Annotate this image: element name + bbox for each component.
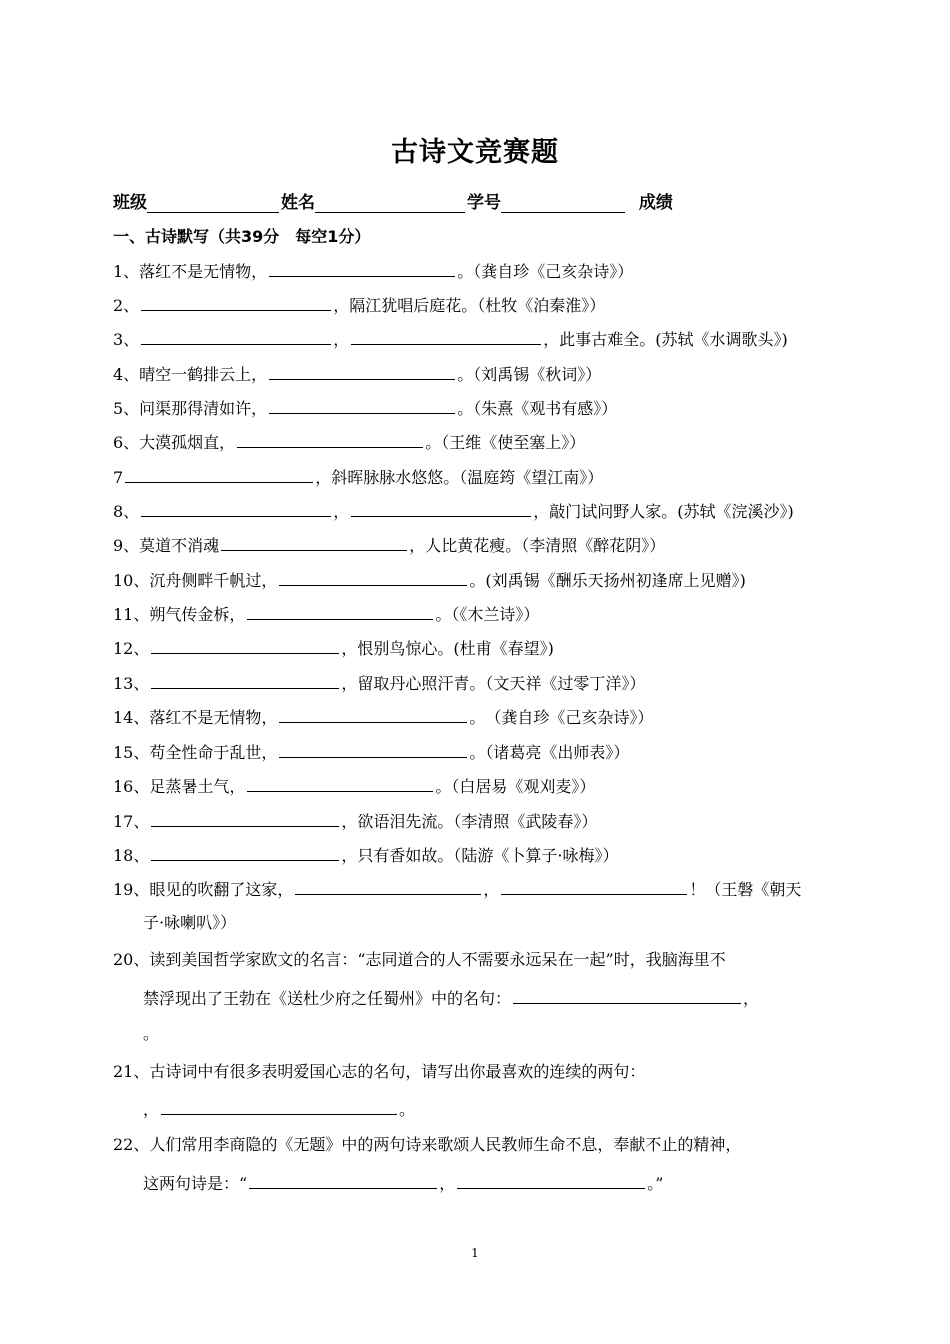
- answer-blank[interactable]: [279, 704, 467, 723]
- question-9: 9、莫道不消魂 ，人比黄花瘦。（李清照《醉花阴》）: [113, 532, 665, 558]
- answer-blank[interactable]: [269, 258, 455, 277]
- answer-blank[interactable]: [247, 773, 433, 792]
- answer-blank[interactable]: [501, 876, 687, 895]
- answer-blank[interactable]: [269, 395, 455, 414]
- question-19: 19、眼见的吹翻了这家， ， ！（王磐《朝天: [113, 876, 801, 902]
- question-22-line-2: 这两句诗是：“ ， 。”: [143, 1170, 663, 1196]
- id-blank[interactable]: [501, 194, 625, 213]
- name-blank[interactable]: [315, 194, 465, 213]
- score-label: 成绩: [638, 193, 673, 213]
- answer-blank[interactable]: [141, 498, 331, 517]
- question-21-line-2: ， 。: [143, 1096, 415, 1122]
- question-14: 14、落红不是无情物， 。 （龚自珍《己亥杂诗》）: [113, 704, 653, 730]
- answer-blank[interactable]: [279, 567, 467, 586]
- page-number: 1: [471, 1246, 479, 1260]
- id-label: 学号: [467, 193, 501, 213]
- question-8: 8、 ， ，敲门试问野人家。(苏轼《浣溪沙》): [113, 498, 794, 524]
- question-10: 10、沉舟侧畔千帆过， 。(刘禹锡《酬乐天扬州初逢席上见赠》): [113, 567, 746, 593]
- answer-blank[interactable]: [457, 1170, 645, 1189]
- page-title: 古诗文竞赛题: [391, 137, 559, 168]
- answer-blank[interactable]: [161, 1096, 397, 1115]
- question-20: 20、读到美国哲学家欧文的名言：“志同道合的人不需要永远呆在一起”时，我脑海里不: [113, 950, 726, 969]
- answer-blank[interactable]: [141, 292, 331, 311]
- answer-blank[interactable]: [151, 670, 339, 689]
- answer-blank[interactable]: [295, 876, 481, 895]
- answer-blank[interactable]: [351, 326, 541, 345]
- question-20-line-2: 禁浮现出了王勃在《送杜少府之任蜀州》中的名句： ，: [143, 985, 759, 1011]
- answer-blank[interactable]: [151, 635, 339, 654]
- question-5: 5、问渠那得清如许， 。（朱熹《观书有感》）: [113, 395, 617, 421]
- answer-blank[interactable]: [125, 464, 313, 483]
- answer-blank[interactable]: [269, 361, 455, 380]
- name-label: 姓名: [281, 193, 315, 213]
- class-blank[interactable]: [147, 194, 279, 213]
- answer-blank[interactable]: [151, 808, 339, 827]
- question-19-continued: 子·咏喇叭》）: [143, 913, 237, 932]
- question-18: 18、 ，只有香如故。（陆游《卜算子·咏梅》）: [113, 842, 618, 868]
- answer-blank[interactable]: [279, 739, 467, 758]
- question-20-line-3: 。: [143, 1024, 160, 1043]
- question-12: 12、 ，恨别鸟惊心。(杜甫《春望》): [113, 635, 554, 661]
- question-15: 15、苟全性命于乱世， 。（诸葛亮《出师表》）: [113, 739, 629, 765]
- answer-blank[interactable]: [351, 498, 531, 517]
- question-13: 13、 ，留取丹心照汗青。（文天祥《过零丁洋》）: [113, 670, 645, 696]
- question-7: 7 ，斜晖脉脉水悠悠。（温庭筠《望江南》）: [113, 464, 603, 490]
- question-3: 3、 ， ，此事古难全。(苏轼《水调歌头》): [113, 326, 788, 352]
- question-4: 4、晴空一鹤排云上， 。（刘禹锡《秋词》）: [113, 361, 601, 387]
- question-11: 11、朔气传金柝， 。（《木兰诗》）: [113, 601, 539, 627]
- answer-blank[interactable]: [221, 532, 407, 551]
- question-1: 1、落红不是无情物， 。（龚自珍《己亥杂诗》）: [113, 258, 633, 284]
- student-info-line: [113, 188, 673, 213]
- question-21: 21、古诗词中有很多表明爱国心志的名句，请写出你最喜欢的连续的两句：: [113, 1062, 646, 1081]
- question-22: 22、人们常用李商隐的《无题》中的两句诗来歌颂人民教师生命不息，奉献不止的精神，: [113, 1135, 742, 1154]
- answer-blank[interactable]: [237, 429, 423, 448]
- section-heading: 一、古诗默写（共39分 每空1分）: [113, 227, 371, 246]
- answer-blank[interactable]: [151, 842, 339, 861]
- answer-blank[interactable]: [247, 601, 433, 620]
- answer-blank[interactable]: [513, 985, 741, 1004]
- question-6: 6、大漠孤烟直， 。（王维《使至塞上》）: [113, 429, 585, 455]
- question-2: 2、 ，隔江犹唱后庭花。（杜牧《泊秦淮》）: [113, 292, 605, 318]
- class-label: 班级: [113, 193, 147, 213]
- answer-blank[interactable]: [249, 1170, 437, 1189]
- question-17: 17、 ，欲语泪先流。（李清照《武陵春》）: [113, 808, 597, 834]
- question-16: 16、足蒸暑土气， 。（白居易《观刈麦》）: [113, 773, 595, 799]
- answer-blank[interactable]: [141, 326, 331, 345]
